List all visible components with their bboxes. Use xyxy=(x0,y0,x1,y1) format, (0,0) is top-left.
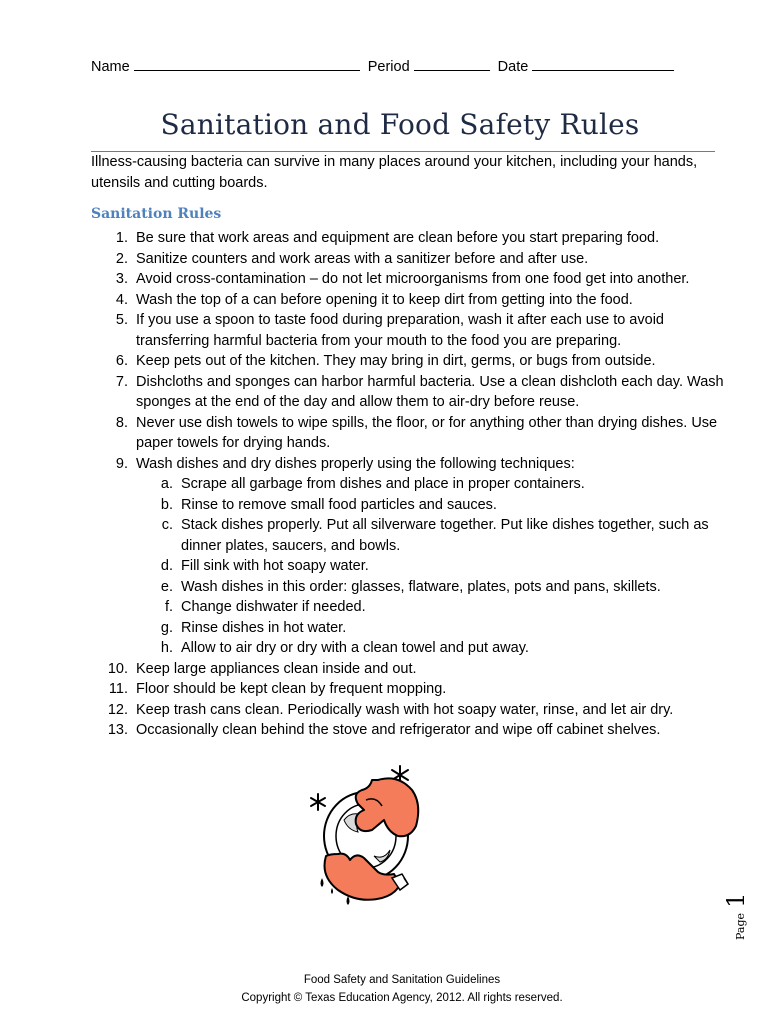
sub-list-item xyxy=(91,474,731,495)
sub-list-item xyxy=(91,515,731,556)
sub-list-item xyxy=(91,556,731,577)
item-text: Keep trash cans clean. Periodically wash with hot soapy water, rinse, and let air dry. xyxy=(136,701,674,718)
item-number: 11. xyxy=(108,681,128,697)
item-letter: h. xyxy=(160,640,173,656)
item-text: Avoid cross-contamination – do not let microorganisms from one food get into another. xyxy=(136,271,690,287)
item-letter: g. xyxy=(160,619,173,636)
item-number: 13. xyxy=(107,722,128,738)
list-item xyxy=(91,659,731,680)
item-text: Rinse to remove small food particles and sauces. xyxy=(181,496,497,513)
list-item xyxy=(91,700,731,721)
page-title: Sanitation and Food Safety Rules xyxy=(160,108,640,141)
sub-list-item xyxy=(91,638,731,659)
sub-list-item xyxy=(91,597,731,618)
item-text: Occasionally clean behind the stove and refrigerator and wipe off cabinet shelves. xyxy=(136,722,661,738)
date-label: Date xyxy=(497,59,529,75)
item-text: Rinse dishes in hot water. xyxy=(181,619,347,636)
page-footer xyxy=(0,971,770,1007)
item-text: Never use dish towels to wipe spills, the floor, or for anything other than drying dishes. Use paper towels for drying hands. xyxy=(136,414,718,451)
period-blank xyxy=(414,56,490,71)
page-word: Page xyxy=(734,912,747,940)
section-heading: Sanitation Rules xyxy=(91,206,222,222)
list-item xyxy=(91,269,731,290)
list-item xyxy=(91,720,731,741)
list-item xyxy=(91,310,731,351)
list-item xyxy=(91,228,731,249)
page-number-label xyxy=(722,884,762,940)
item-letter: d. xyxy=(160,558,173,574)
item-text: Keep large appliances clean inside and out. xyxy=(136,660,417,677)
item-text: Allow to air dry or dry with a clean towel and put away. xyxy=(181,640,529,656)
item-number: 2. xyxy=(115,250,128,267)
item-text: Keep pets out of the kitchen. They may bring in dirt, germs, or bugs from outside. xyxy=(136,353,656,369)
item-number: 3. xyxy=(115,271,128,287)
item-number: 1. xyxy=(115,230,128,246)
list-item xyxy=(91,679,731,700)
footer-copyright: Copyright © Texas Education Agency, 2012. All rights reserved. xyxy=(241,992,563,1004)
item-number: 5. xyxy=(115,312,128,328)
item-text: Wash dishes in this order: glasses, flatware, plates, pots and pans, skillets. xyxy=(181,578,661,595)
period-label: Period xyxy=(367,59,410,75)
name-blank xyxy=(134,56,360,71)
date-blank xyxy=(532,56,674,71)
sub-list-item xyxy=(91,495,731,516)
item-number: 8. xyxy=(115,414,128,431)
item-text: Stack dishes properly. Put all silverware together. Put like dishes together, such as dinner plates, saucers, and bowls. xyxy=(181,517,709,554)
item-text: Scrape all garbage from dishes and place in proper containers. xyxy=(181,476,585,492)
item-text: Fill sink with hot soapy water. xyxy=(181,558,369,574)
item-number: 7. xyxy=(115,373,128,390)
item-letter: e. xyxy=(160,578,173,595)
sub-list-item xyxy=(91,577,731,598)
item-number: 6. xyxy=(115,353,128,369)
item-letter: c. xyxy=(161,517,173,533)
sub-list-item xyxy=(91,618,731,639)
item-number: 4. xyxy=(115,291,128,308)
list-item xyxy=(91,413,731,454)
item-text: Be sure that work areas and equipment are clean before you start preparing food. xyxy=(136,230,660,246)
item-text: Change dishwater if needed. xyxy=(181,599,366,615)
list-item xyxy=(91,454,731,475)
page-number: 1 xyxy=(722,892,750,908)
item-text: Floor should be kept clean by frequent mopping. xyxy=(136,681,447,697)
list-item xyxy=(91,372,731,413)
list-item xyxy=(91,351,731,372)
item-letter: b. xyxy=(160,496,173,513)
list-item xyxy=(91,290,731,311)
item-text: Dishcloths and sponges can harbor harmful bacteria. Use a clean dishcloth each day. Wash sponges at the end of the day and allow them to air-dry before reuse. xyxy=(136,373,724,410)
name-label: Name xyxy=(91,59,130,75)
student-info-line xyxy=(91,56,678,75)
dishwashing-hands-clipart xyxy=(304,760,432,908)
item-text: Sanitize counters and work areas with a sanitizer before and after use. xyxy=(136,250,589,267)
footer-title: Food Safety and Sanitation Guidelines xyxy=(303,974,501,986)
item-letter: a. xyxy=(160,476,173,492)
item-number: 9. xyxy=(115,455,128,472)
item-text: Wash the top of a can before opening it to keep dirt from getting into the food. xyxy=(136,291,633,308)
list-item xyxy=(91,249,731,270)
item-letter: f. xyxy=(164,599,173,615)
item-number: 12. xyxy=(107,701,128,718)
intro-paragraph: Illness-causing bacteria can survive in many places around your kitchen, including your hands, utensils and cutting boards. xyxy=(91,154,698,191)
item-number: 10. xyxy=(107,660,128,677)
item-text: Wash dishes and dry dishes properly using the following techniques: xyxy=(136,455,575,472)
item-text: If you use a spoon to taste food during preparation, wash it after each use to avoid transferring harmful bacteria from your mouth to the food you are preparing. xyxy=(136,312,664,349)
rules-list xyxy=(91,228,731,741)
